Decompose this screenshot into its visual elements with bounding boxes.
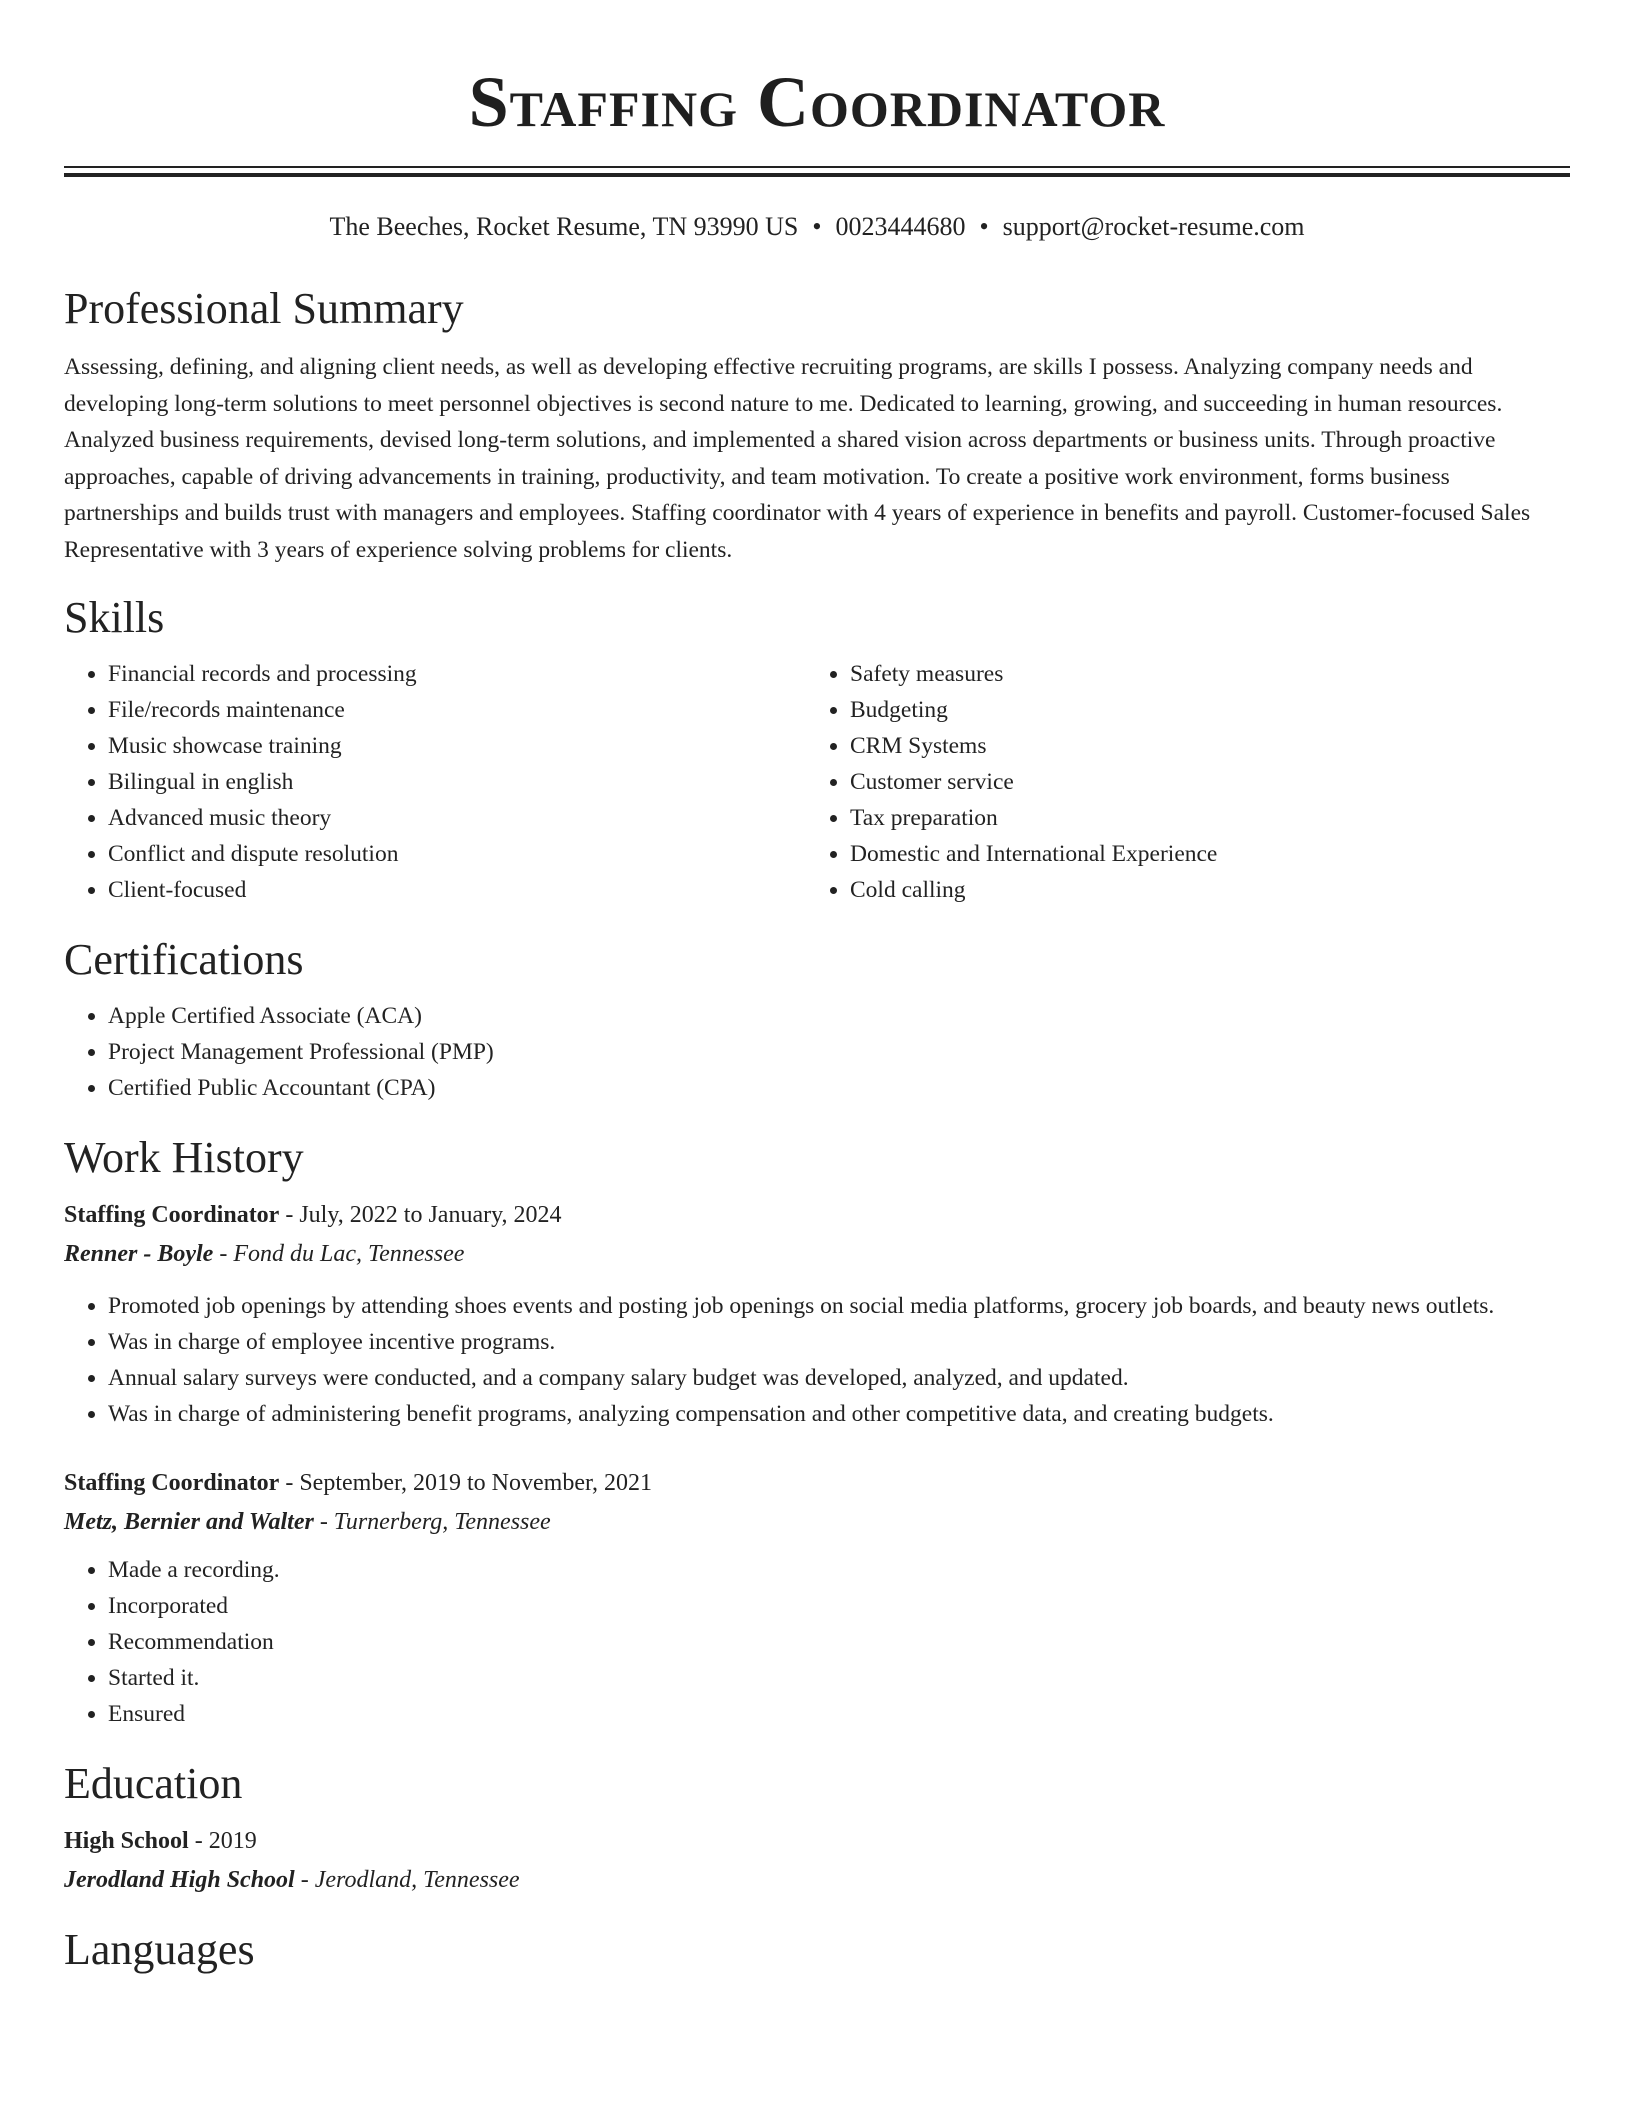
contact-address: The Beeches, Rocket Resume, TN 93990 US [329, 212, 799, 241]
languages-heading: Languages [64, 1925, 255, 1974]
job-bullet: • Annual salary surveys were conducted, and a company salary budget was developed, analyzed, and updated. [108, 1360, 1570, 1396]
education-section [64, 1756, 1570, 1900]
degree-line [64, 1822, 1570, 1860]
certification-item: • Certified Public Accountant (CPA) [108, 1070, 1570, 1106]
certification-item: • Project Management Professional (PMP) [108, 1034, 1570, 1070]
job-title: Staffing Coordinator [64, 1202, 280, 1228]
certifications-section [64, 932, 1570, 1106]
skills-column-left [64, 656, 806, 908]
resume-name: Staffing Coordinator [468, 62, 1166, 142]
job-title: Staffing Coordinator [64, 1470, 280, 1496]
skill-item: • CRM Systems [850, 728, 1548, 764]
contact-separator: • [979, 212, 989, 241]
job-bullet: • Promoted job openings by attending shoes events and posting job openings on social media platforms, grocery job boards, and beauty news outlets. [108, 1288, 1570, 1324]
school-name: Jerodland High School [64, 1867, 295, 1893]
job-bullet: • Ensured [108, 1696, 1570, 1732]
header-divider [64, 166, 1570, 177]
job-bullet: • Made a recording. [108, 1552, 1570, 1588]
job-bullet: • Was in charge of administering benefit programs, analyzing compensation and other competitive data, and creating budgets. [108, 1396, 1570, 1432]
skill-item: • Customer service [850, 764, 1548, 800]
employer-location: - Turnerberg, Tennessee [313, 1509, 551, 1535]
work-history-section [64, 1130, 1570, 1732]
resume-page [64, 0, 1570, 1978]
degree-year: - 2019 [188, 1828, 257, 1854]
employer-name: Renner - Boyle [64, 1241, 214, 1267]
work-history-heading: Work History [64, 1133, 304, 1182]
job-entry [64, 1464, 1570, 1732]
skill-item: • Client-focused [108, 872, 806, 908]
summary-section [64, 281, 1570, 568]
job-dates: - July, 2022 to January, 2024 [279, 1202, 562, 1228]
skill-item: • Tax preparation [850, 800, 1548, 836]
job-bullet: • Started it. [108, 1660, 1570, 1696]
employer-location: - Fond du Lac, Tennessee [213, 1241, 465, 1267]
degree-name: High School [64, 1828, 189, 1854]
skill-item: • File/records maintenance [108, 692, 806, 728]
summary-heading: Professional Summary [64, 284, 464, 333]
contact-line [64, 211, 1570, 243]
job-title-line [64, 1196, 1570, 1234]
skill-item: • Conflict and dispute resolution [108, 836, 806, 872]
school-location: - Jerodland, Tennessee [294, 1867, 520, 1893]
job-dates: - September, 2019 to November, 2021 [279, 1470, 653, 1496]
skills-column-right [806, 656, 1548, 908]
job-bullet: • Recommendation [108, 1624, 1570, 1660]
employer-line [64, 1502, 1570, 1542]
job-bullet: • Incorporated [108, 1588, 1570, 1624]
employer-line [64, 1234, 1570, 1274]
education-heading: Education [64, 1759, 243, 1808]
school-line [64, 1860, 1570, 1900]
skills-heading: Skills [64, 593, 165, 642]
skill-item: • Financial records and processing [108, 656, 806, 692]
skill-item: • Music showcase training [108, 728, 806, 764]
contact-phone: 0023444680 [835, 212, 966, 241]
languages-section [64, 1922, 1570, 1978]
skill-item: • Safety measures [850, 656, 1548, 692]
contact-email: support@rocket-resume.com [1002, 212, 1305, 241]
skills-section [64, 590, 1570, 908]
skill-item: • Budgeting [850, 692, 1548, 728]
contact-separator: • [812, 212, 822, 241]
certifications-heading: Certifications [64, 935, 304, 984]
job-bullet: • Was in charge of employee incentive programs. [108, 1324, 1570, 1360]
certification-item: • Apple Certified Associate (ACA) [108, 998, 1570, 1034]
employer-name: Metz, Bernier and Walter [64, 1509, 314, 1535]
skill-item: • Advanced music theory [108, 800, 806, 836]
summary-text: Assessing, defining, and aligning client needs, as well as developing effective recruiting programs, are skills I possess. Analyzing company needs and developing long-term solutions to meet personnel objectives is second nature to me. Dedicated to learning, growing, and succeeding in human resources. Analyzed business requirements, devised long-term solutions, and implemented a shared vision across departments or business units. Through proactive approaches, capable of driving advancements in training, productivity, and team motivation. To create a positive work environment, forms business partnerships and builds trust with managers and employees. Staffing coordinator with 4 years of experience in benefits and payroll. Customer-focused Sales Representative with 3 years of experience solving problems for clients. [64, 354, 1531, 563]
job-entry [64, 1196, 1570, 1432]
skills-grid [64, 656, 1570, 908]
job-title-line [64, 1464, 1570, 1502]
skill-item: • Domestic and International Experience [850, 836, 1548, 872]
skill-item: • Bilingual in english [108, 764, 806, 800]
skill-item: • Cold calling [850, 872, 1548, 908]
education-entry [64, 1822, 1570, 1900]
